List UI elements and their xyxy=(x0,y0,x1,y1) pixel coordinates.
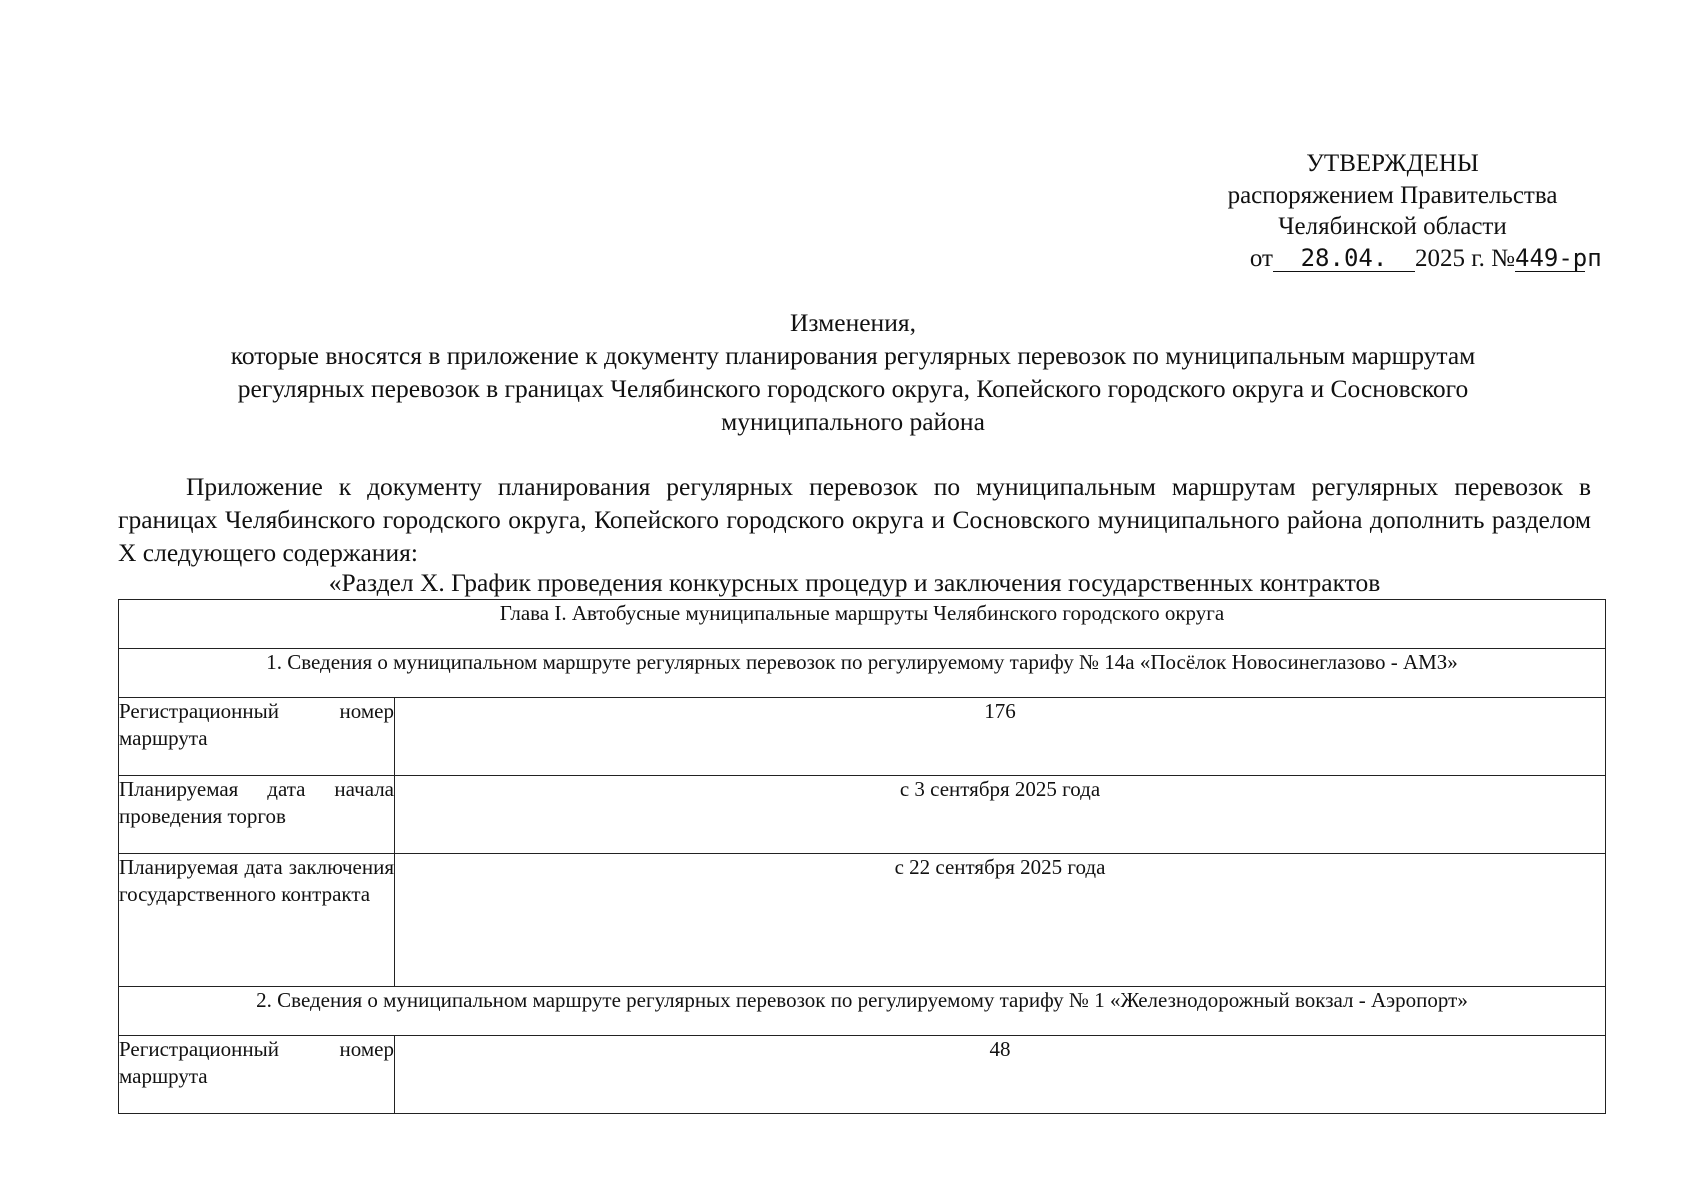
table-row xyxy=(119,649,1606,698)
table-row xyxy=(119,600,1606,649)
approval-line-2: Челябинской области xyxy=(1278,213,1507,240)
heading-line-1: которые вносятся в приложение к документу планирования регулярных перевозок по муниципальным маршрутам xyxy=(230,341,1476,370)
section-title: «Раздел X. График проведения конкурсных процедур и заключения государственных контрактов xyxy=(328,568,1381,597)
approval-line-1: распоряжением Правительства xyxy=(1227,181,1558,209)
heading-line-2: регулярных перевозок в границах Челябинского городского округа, Копейского городского округа и Сосновского xyxy=(237,374,1469,403)
route-1-reg-label: Регистрационный номер маршрута xyxy=(119,698,395,776)
approval-date-number-line xyxy=(1195,243,1602,275)
route-2-reg-label: Регистрационный номер маршрута xyxy=(119,1036,395,1114)
route-1-start-value: с 3 сентября 2025 года xyxy=(395,776,1606,854)
body-paragraph: Приложение к документу планирования регулярных перевозок по муниципальным маршрутам регулярных перевозок в границах Челябинского городского округа, Копейского городского округа и Сосновского муниципального района дополнить разделом X следующего содержания: xyxy=(118,472,1591,567)
heading-title: Изменения, xyxy=(790,308,916,337)
route-2-header: 2. Сведения о муниципальном маршруте регулярных перевозок по регулируемому тарифу № 1 «Железнодорожный вокзал - Аэропорт» xyxy=(119,987,1606,1036)
route-1-header: 1. Сведения о муниципальном маршруте регулярных перевозок по регулируемому тарифу № 14а «Посёлок Новосинеглазово - АМЗ» xyxy=(119,649,1606,698)
table-row xyxy=(119,1036,1606,1114)
approval-year-text: 2025 г. № xyxy=(1414,244,1515,272)
schedule-table xyxy=(118,599,1606,1114)
route-1-start-label: Планируемая дата начала проведения торгов xyxy=(119,776,395,854)
route-1-contract-value: с 22 сентября 2025 года xyxy=(395,854,1606,987)
route-2-reg-value: 48 xyxy=(395,1036,1606,1114)
table-row xyxy=(119,987,1606,1036)
approval-from-label: от xyxy=(1249,244,1273,272)
approval-number-value: 449-рп xyxy=(1515,243,1602,272)
document-heading xyxy=(118,306,1588,438)
approval-title: УТВЕРЖДЕНЫ xyxy=(1306,150,1479,177)
heading-line-3: муниципального района xyxy=(721,407,985,436)
chapter-header: Глава I. Автобусные муниципальные маршруты Челябинского городского округа xyxy=(119,600,1606,649)
approval-stamp xyxy=(1195,148,1602,274)
table-row xyxy=(119,776,1606,854)
route-1-reg-value: 176 xyxy=(395,698,1606,776)
approval-date-value: 28.04. xyxy=(1273,246,1415,272)
route-1-contract-label: Планируемая дата заключения государственного контракта xyxy=(119,854,395,987)
table-row xyxy=(119,698,1606,776)
table-row xyxy=(119,854,1606,987)
